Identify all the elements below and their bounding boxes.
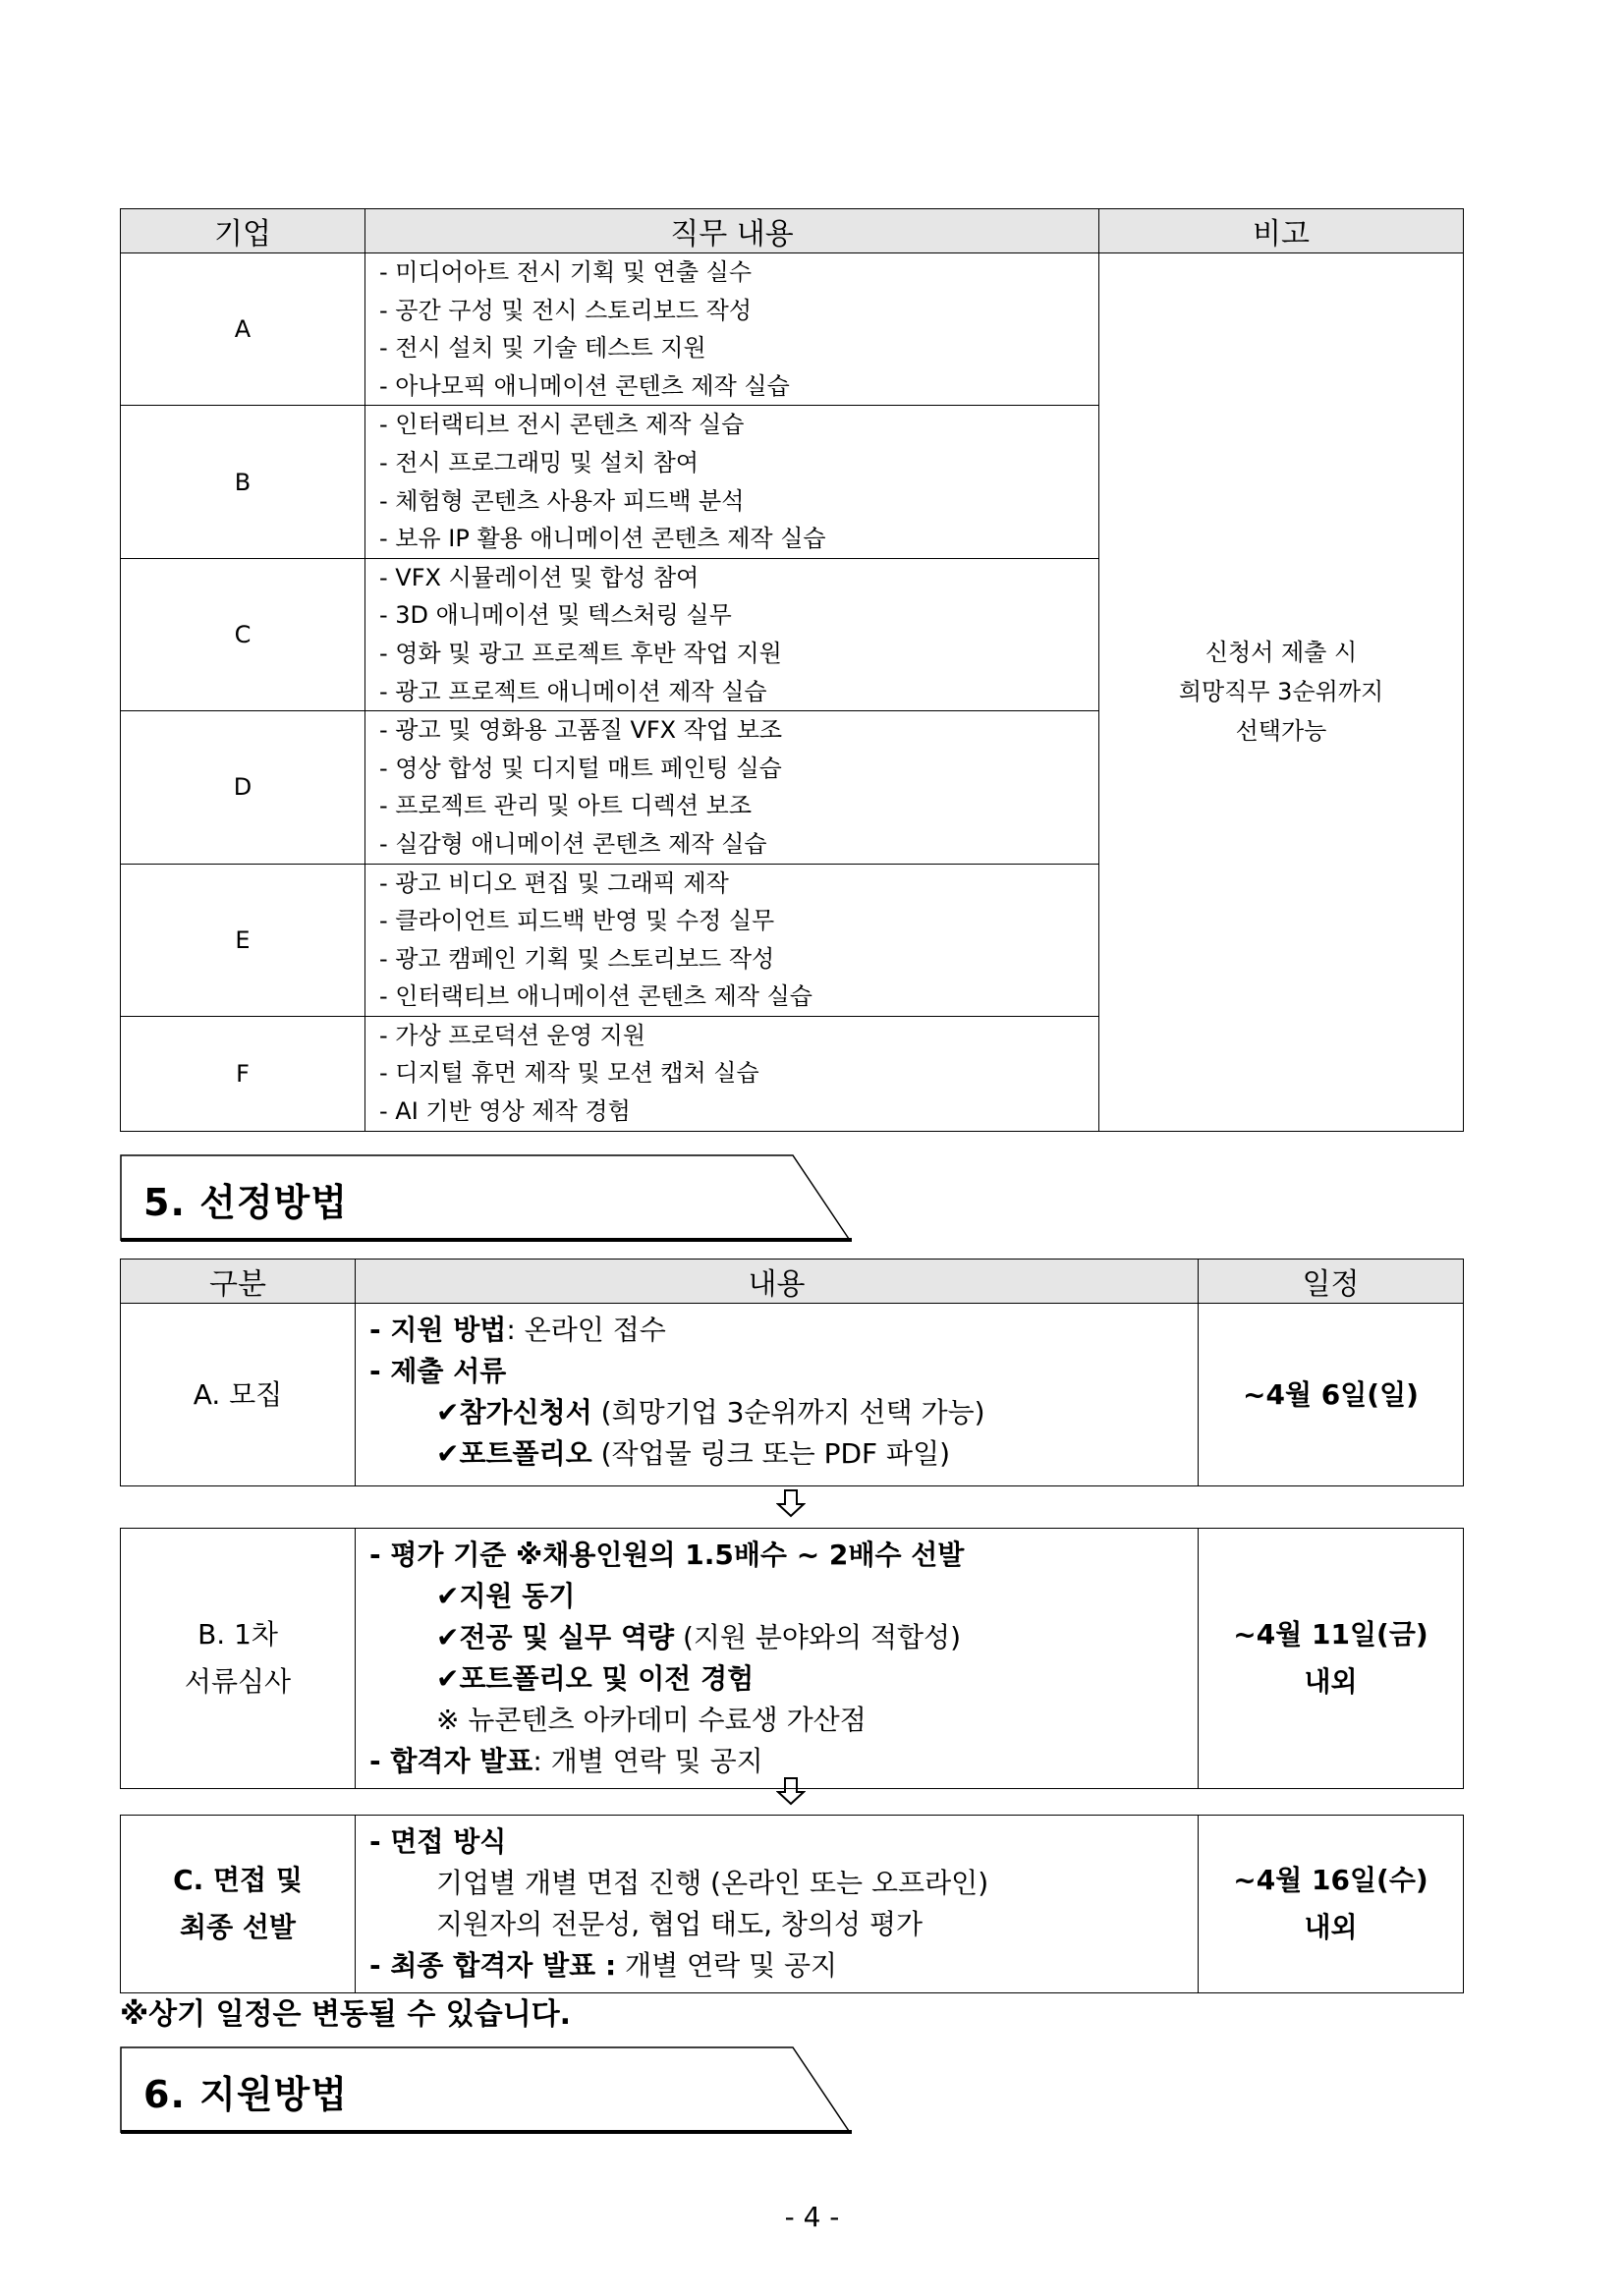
stage-category: C. 면접 및 최종 선발 [121,1816,356,1993]
duty-item: - 아나모픽 애니메이션 콘텐츠 제작 실습 [379,371,790,400]
section-title: 6. 지원방법 [143,2073,348,2116]
duty-item: - 3D 애니메이션 및 텍스처링 실무 [379,601,732,630]
content-line: ✔포트폴리오 및 이전 경험 [436,1662,755,1695]
job-duties-table [120,208,1464,1132]
stage-row [121,1816,1464,1993]
duty-item: - 전시 설치 및 기술 테스트 지원 [379,334,706,363]
schedule-change-notice: ※상기 일정은 변동될 수 있습니다. [120,1997,572,2032]
stage-content [356,1816,1199,1993]
section-heading-6 [120,2046,852,2135]
stage-content [356,1304,1199,1486]
content-line: ✔참가신청서 (희망기업 3순위까지 선택 가능) [436,1396,985,1428]
stage-content [356,1529,1199,1789]
duty-item: - 영상 합성 및 디지털 매트 페인팅 실습 [379,754,782,782]
duty-item: - 실감형 애니메이션 콘텐츠 제작 실습 [379,829,767,858]
duty-item: - 광고 및 영화용 고품질 VFX 작업 보조 [379,716,783,745]
duty-item: - 미디어아트 전시 기획 및 연출 실수 [379,258,753,286]
stage-row [121,1529,1464,1789]
stage-category: B. 1차 서류심사 [121,1529,356,1789]
header-category: 구분 [121,1260,356,1304]
down-arrow-icon [776,1488,806,1518]
content-line: ※ 뉴콘텐츠 아카데미 수료생 가산점 [436,1704,867,1736]
duty-item: - 디지털 휴먼 제작 및 모션 캡처 실습 [379,1059,759,1088]
job-table-header-row [121,209,1464,253]
duty-item: - 광고 캠페인 기획 및 스토리보드 작성 [379,944,775,973]
duty-item: - VFX 시뮬레이션 및 합성 참여 [379,563,700,591]
duties-cell [365,558,1099,710]
selection-table-c [120,1815,1464,1993]
header-note: 비고 [1099,209,1464,253]
stage-row [121,1304,1464,1486]
header-content: 내용 [356,1260,1199,1304]
duty-item: - 전시 프로그래밍 및 설치 참여 [379,448,700,476]
duties-cell [365,406,1099,558]
duty-item: - 영화 및 광고 프로젝트 후반 작업 지원 [379,639,782,667]
content-line: - 제출 서류 [369,1355,507,1387]
content-line: - 평가 기준 ※채용인원의 1.5배수 ~ 2배수 선발 [369,1539,965,1571]
duties-cell [365,253,1099,406]
stage-schedule: ~4월 6일(일) [1199,1304,1464,1486]
company-cell: E [121,864,365,1016]
duties-cell [365,1016,1099,1131]
section-heading-5 [120,1154,852,1243]
duty-item: - 가상 프로덕션 운영 지원 [379,1021,646,1049]
selection-table-a [120,1259,1464,1486]
header-company: 기업 [121,209,365,253]
stage-schedule: ~4월 11일(금) 내외 [1199,1529,1464,1789]
content-line: ✔포트폴리오 (작업물 링크 또는 PDF 파일) [436,1437,951,1470]
content-line: 지원자의 전문성, 협업 태도, 창의성 평가 [436,1908,924,1940]
header-duties: 직무 내용 [365,209,1099,253]
down-arrow-icon [776,1776,806,1806]
company-cell: F [121,1016,365,1131]
content-line: ✔지원 동기 [436,1580,576,1612]
duty-item: - 광고 프로젝트 애니메이션 제작 실습 [379,677,767,705]
selection-header-row [121,1260,1464,1304]
note-line: 희망직무 3순위까지 [1178,678,1384,706]
content-line: 기업별 개별 면접 진행 (온라인 또는 오프라인) [436,1867,989,1899]
content-line: - 합격자 발표: 개별 연락 및 공지 [369,1745,763,1777]
duty-item: - 인터랙티브 전시 콘텐츠 제작 실습 [379,411,745,439]
company-cell: C [121,558,365,710]
duty-item: - 인터랙티브 애니메이션 콘텐츠 제작 실습 [379,982,812,1011]
duties-cell [365,711,1099,864]
stage-schedule: ~4월 16일(수) 내외 [1199,1816,1464,1993]
duty-item: - AI 기반 영상 제작 경험 [379,1097,631,1126]
note-line: 신청서 제출 시 [1204,639,1358,667]
duty-item: - 보유 IP 활용 애니메이션 콘텐츠 제작 실습 [379,525,826,553]
page-number: - 4 - [784,2201,840,2233]
header-schedule: 일정 [1199,1260,1464,1304]
section-title: 5. 선정방법 [143,1181,348,1224]
duties-cell [365,864,1099,1016]
company-cell: A [121,253,365,406]
content-line: - 면접 방식 [369,1825,507,1858]
selection-table-b [120,1528,1464,1789]
content-line: - 지원 방법: 온라인 접수 [369,1314,666,1346]
company-cell: B [121,406,365,558]
duty-item: - 프로젝트 관리 및 아트 디렉션 보조 [379,792,753,820]
duty-item: - 광고 비디오 편집 및 그래픽 제작 [379,868,729,897]
note-line: 선택가능 [1235,717,1327,746]
table-row [121,253,1464,406]
duty-item: - 공간 구성 및 전시 스토리보드 작성 [379,296,753,324]
stage-category: A. 모집 [121,1304,356,1486]
content-line: ✔전공 및 실무 역량 (지원 분야와의 적합성) [436,1621,962,1653]
company-cell: D [121,711,365,864]
content-line: - 최종 합격자 발표 : 개별 연락 및 공지 [369,1949,838,1982]
duty-item: - 체험형 콘텐츠 사용자 피드백 분석 [379,486,745,515]
duty-item: - 클라이언트 피드백 반영 및 수정 실무 [379,907,775,935]
note-cell [1099,253,1464,1132]
